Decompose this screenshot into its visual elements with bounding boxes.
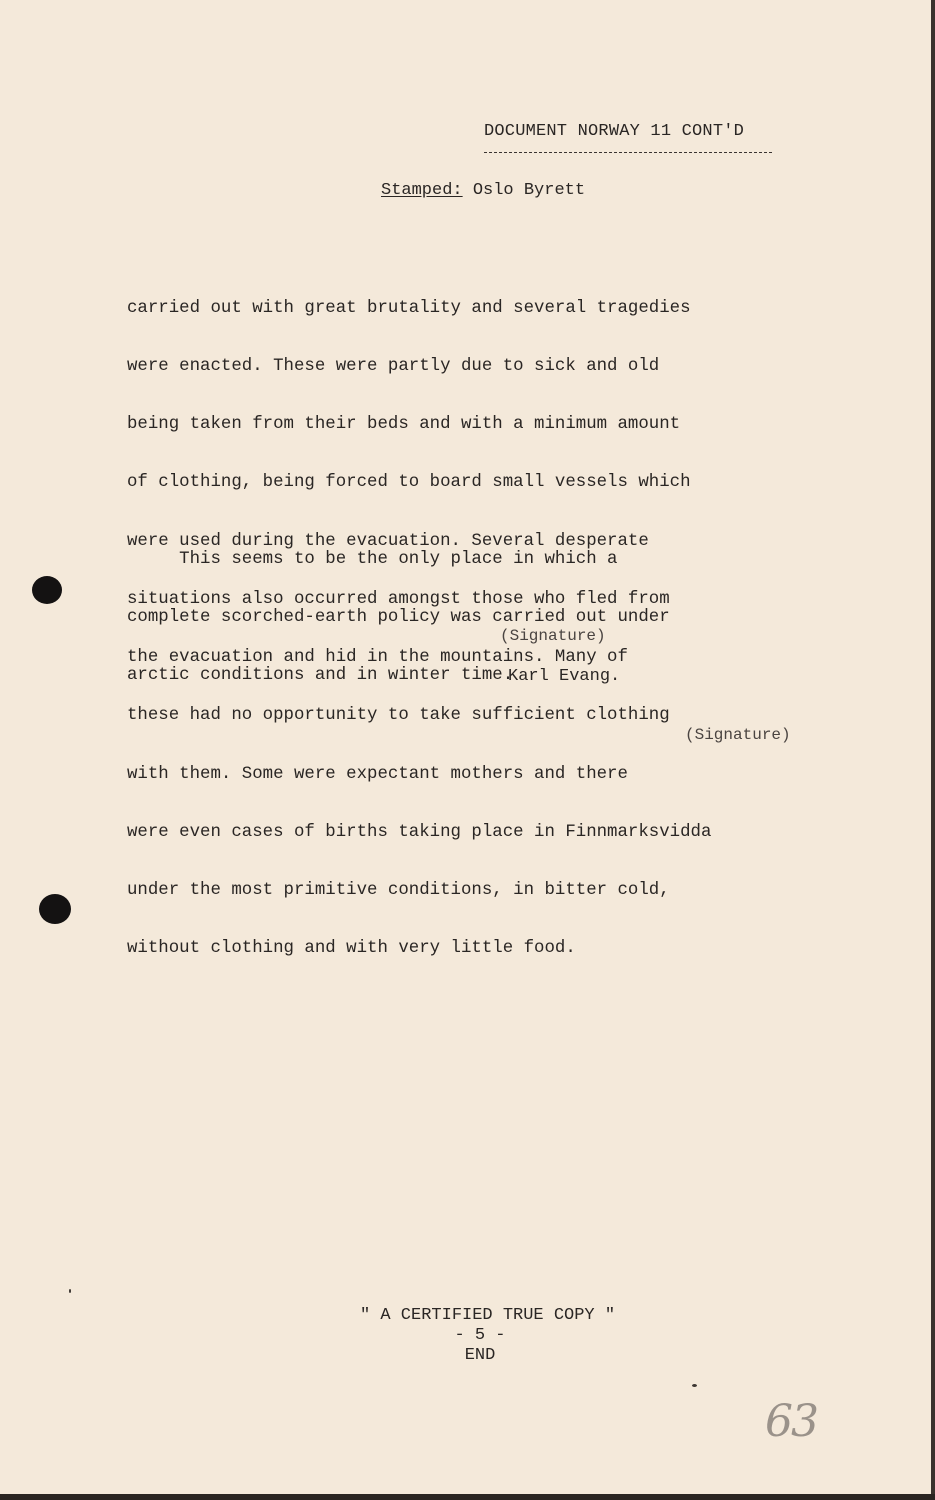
- text-line: carried out with great brutality and several tragedies: [127, 298, 691, 318]
- footer-block: [360, 1306, 616, 1366]
- text-line: without clothing and with very little food.: [127, 939, 576, 959]
- stamp-line: [381, 181, 585, 200]
- text-line: situations also occurred amongst those who fled from: [127, 589, 670, 609]
- ink-speck: [69, 1289, 71, 1293]
- text-line: with them. Some were expectant mothers and there: [127, 764, 628, 784]
- stamp-label: Stamped:: [381, 181, 463, 200]
- stamp-value: Oslo Byrett: [472, 181, 586, 200]
- punch-hole-top: [32, 576, 62, 604]
- punch-hole-bottom: [39, 894, 71, 924]
- text-line: were enacted. These were partly due to sick and old: [127, 357, 660, 377]
- text-line: of clothing, being forced to board small vessels which: [127, 473, 691, 493]
- page-number: - 5 -: [454, 1326, 506, 1345]
- text-line: arctic conditions and in winter time.: [127, 666, 514, 686]
- header-divider: [484, 152, 772, 153]
- text-line: This seems to be the only place in which a: [127, 549, 618, 569]
- text-line: these had no opportunity to take sufficient clothing: [127, 706, 670, 726]
- ink-speck: [692, 1384, 697, 1387]
- text-line: complete scorched-earth policy was carried out under: [127, 608, 670, 628]
- text-line: were used during the evacuation. Several desperate: [127, 531, 649, 551]
- text-line: the evacuation and hid in the mountains. Many of: [127, 648, 628, 668]
- body-paragraph-2: [127, 511, 807, 724]
- end-marker: END: [464, 1346, 496, 1365]
- signature-placeholder-2: (Signature): [685, 726, 791, 744]
- signature-placeholder-1: (Signature): [500, 627, 606, 645]
- page-edge-right: [931, 0, 935, 1500]
- document-reference: DOCUMENT NORWAY 11 CONT'D: [484, 122, 745, 141]
- text-line: were even cases of births taking place in Finnmarksvidda: [127, 822, 712, 842]
- text-line: under the most primitive conditions, in bitter cold,: [127, 881, 670, 900]
- page-edge-bottom: [0, 1494, 935, 1500]
- handwritten-page-number: 63: [765, 1396, 817, 1447]
- text-line: being taken from their beds and with a minimum amount: [127, 415, 681, 435]
- signatory-name: Karl Evang.: [508, 667, 621, 686]
- certified-copy-line: " A CERTIFIED TRUE COPY ": [360, 1306, 616, 1325]
